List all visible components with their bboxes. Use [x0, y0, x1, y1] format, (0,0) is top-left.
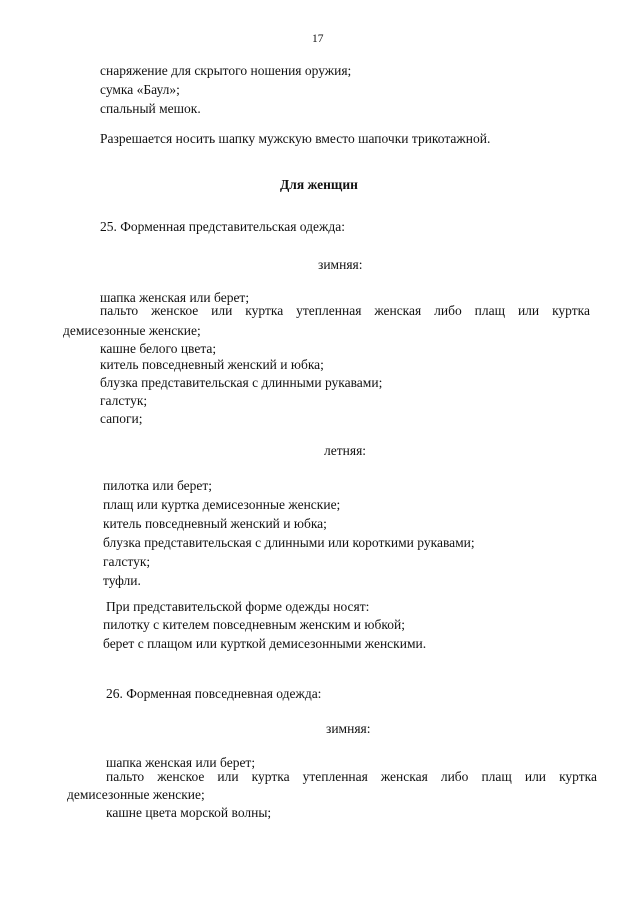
list-item: пальто женское или куртка утепленная женская либо плащ или куртка: [106, 769, 597, 784]
list-item-continuation: демисезонные женские;: [63, 323, 201, 338]
list-item: блузка представительская с длинными или короткими рукавами;: [103, 535, 475, 550]
list-item: блузка представительская с длинными рукавами;: [100, 375, 383, 390]
list-item: кашне белого цвета;: [100, 341, 217, 356]
list-item: берет с плащом или курткой демисезонными женскими.: [103, 636, 427, 651]
list-item-continuation: демисезонные женские;: [67, 787, 205, 802]
subsection-heading: зимняя:: [326, 721, 371, 736]
list-item: туфли.: [103, 573, 141, 588]
paragraph: При представительской форме одежды носят:: [106, 599, 370, 614]
text-line: сумка «Баул»;: [100, 82, 180, 97]
clause-heading: 26. Форменная повседневная одежда:: [106, 686, 322, 701]
list-item: плащ или куртка демисезонные женские;: [103, 497, 341, 512]
subsection-heading: летняя:: [324, 443, 367, 458]
list-item: пальто женское или куртка утепленная женская либо плащ или куртка: [100, 303, 590, 318]
list-item: сапоги;: [100, 411, 143, 426]
list-item: шапка женская или берет;: [100, 290, 250, 305]
list-item: китель повседневный женский и юбка;: [100, 357, 324, 372]
paragraph: Разрешается носить шапку мужскую вместо шапочки трикотажной.: [100, 131, 491, 146]
list-item: галстук;: [103, 554, 151, 569]
list-item: галстук;: [100, 393, 148, 408]
page-number: 17: [312, 33, 324, 45]
clause-heading: 25. Форменная представительская одежда:: [100, 219, 345, 234]
text-line: спальный мешок.: [100, 101, 201, 116]
list-item: китель повседневный женский и юбка;: [103, 516, 327, 531]
list-item: пилотку с кителем повседневным женским и юбкой;: [103, 617, 405, 632]
list-item: шапка женская или берет;: [106, 755, 256, 770]
list-item: кашне цвета морской волны;: [106, 805, 272, 820]
text-line: снаряжение для скрытого ношения оружия;: [100, 63, 352, 78]
list-item: пилотка или берет;: [103, 478, 213, 493]
section-heading: Для женщин: [280, 177, 358, 192]
subsection-heading: зимняя:: [318, 257, 363, 272]
